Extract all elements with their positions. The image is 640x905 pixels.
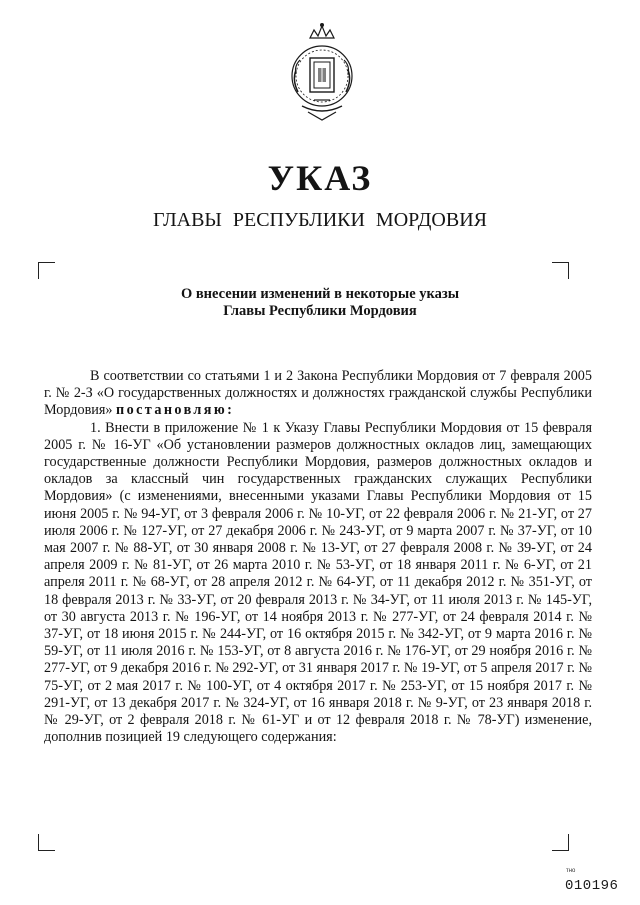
decree-keyword: постановляю: — [116, 402, 235, 419]
paragraph-item-1: 1. Внести в приложение № 1 к Указу Главы Республики Мордовия от 15 февраля 2005 г. № 16-УГ «Об установлении размеров должностных окладов лиц, замещающих государственные должности Республики Мордовия, размеров должностных окладов и окладов за классный чин государственных гражданских служащих Республики Мордовия» (с изменениями, внесенными указами Главы Республики Мордовия от 15 июня 2005 г. № 94-УГ, от 3 февраля 2006 г. № 10-УГ, от 22 февраля 2006 г. № 21-УГ, от 27 июля 2006 г. № 127-УГ, от 27 декабря 2006 г. № 243-УГ, от 9 марта 2007 г. № 37-УГ, от 10 мая 2007 г. № 88-УГ, от 30 января 2008 г. № 13-УГ, от 27 февраля 2008 г. № 39-УГ, от 24 апреля 2009 г. № 81-УГ, от 26 марта 2010 г. № 53-УГ, от 18 января 2011 г. № 6-УГ, от 21 апреля 2011 г. № 68-УГ, от 28 апреля 2012 г. № 64-УГ, от 11 декабря 2012 г. № 351-УГ, от 18 февраля 2013 г. № 33-УГ, от 20 февраля 2013 г. № 34-УГ, от 11 июля 2013 г. № 145-УГ, от 30 августа 2013 г. № 196-УГ, от 14 ноября 2013 г. № 277-УГ, от 24 февраля 2014 г. № 37-УГ, от 18 июня 2015 г. № 244-УГ, от 16 октября 2015 г. № 342-УГ, от 9 марта 2016 г. № 59-УГ, от 11 июля 2016 г. № 153-УГ, от 8 августа 2016 г. № 176-УГ, от 29 ноября 2016 г. № 277-УГ, от 9 декабря 2016 г. № 292-УГ, от 31 января 2017 г. № 19-УГ, от 5 апреля 2017 г. № 75-УГ, от 2 мая 2017 г. № 100-УГ, от 4 октября 2017 г. № 253-УГ, от 15 ноября 2017 г. № 291-УГ, от 13 декабря 2017 г. № 324-УГ, от 16 января 2018 г. № 9-УГ, от 23 января 2018 г. № 29-УГ, от 2 февраля 2018 г. № 61-УГ и от 12 февраля 2018 г. № 78-УГ) изменение, дополнив позицией 19 следующего содержания: — [44, 419, 592, 746]
coat-of-arms-icon — [288, 20, 356, 124]
document-title: УКАЗ — [267, 158, 373, 198]
heading-line-1: О внесении изменений в некоторые указы — [180, 286, 460, 302]
document-subtitle: ГЛАВЫ РЕСПУБЛИКИ МОРДОВИЯ — [153, 209, 487, 231]
heading-line-2: Главы Республики Мордовия — [223, 303, 417, 319]
document-body — [44, 368, 592, 746]
footer-mark: тно — [566, 868, 576, 874]
corner-mark-bottom-right — [552, 834, 569, 851]
document-heading — [120, 286, 520, 320]
preamble-text: В соответствии со статьями 1 и 2 Закона Республики Мордовия от 7 февраля 2005 г. № 2-З «О государственных должностях и должностях гражданской службы Республики Мордовия» — [44, 368, 592, 419]
corner-mark-top-left — [38, 262, 55, 279]
serial-number: 010196 — [565, 878, 619, 894]
corner-mark-bottom-left — [38, 834, 55, 851]
corner-mark-top-right — [552, 262, 569, 279]
paragraph-preamble — [44, 368, 592, 420]
